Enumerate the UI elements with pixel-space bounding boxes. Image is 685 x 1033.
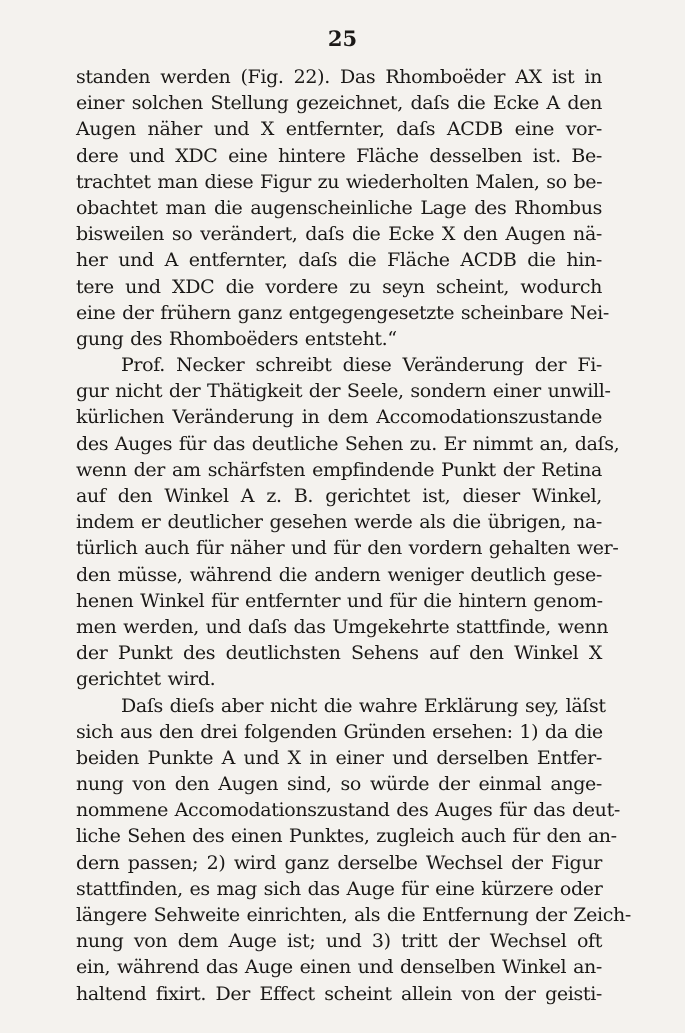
text-line: beiden Punkte A und X in einer und derselben Entfer- [76, 746, 602, 769]
text-line: her und A entfernter, daſs die Fläche ACDB die hin- [76, 249, 602, 272]
text-line: nommene Accomodationszustand des Auges für das deut- [76, 799, 620, 822]
text-line: einer solchen Stellung gezeichnet, daſs die Ecke A den [76, 92, 602, 115]
text-line: trachtet man diese Figur zu wiederholten Malen, so be- [76, 170, 603, 193]
text-line: standen werden (Fig. 22). Das Rhomboëder AX ist in [76, 66, 602, 88]
text-line: Daſs dieſs aber nicht die wahre Erklärung sey, läſst [121, 694, 606, 717]
text-line: Augen näher und X entfernter, daſs ACDB eine vor- [76, 118, 602, 141]
text-line: nung von dem Auge ist; und 3) tritt der Wechsel oft [76, 930, 602, 953]
text-line: eine der frühern ganz entgegengesetzte scheinbare Nei- [76, 301, 609, 324]
text-line: henen Winkel für entfernter und für die hintern genom- [76, 589, 603, 612]
text-line: bisweilen so verändert, daſs die Ecke X den Augen nä- [76, 223, 602, 246]
text-line: den müsse, während die andern weniger deutlich gese- [76, 563, 602, 586]
text-line: auf den Winkel A z. B. gerichtet ist, dieser Winkel, [76, 485, 602, 507]
body-text [76, 64, 631, 1007]
text-line: sich aus den drei folgenden Gründen ersehen: 1) da die [76, 720, 603, 743]
text-line: türlich auch für näher und für den vordern gehalten wer- [76, 537, 619, 560]
text-line: gur nicht der Thätigkeit der Seele, sondern einer unwill- [76, 380, 611, 403]
text-line: haltend fixirt. Der Effect scheint allein von der geisti- [76, 982, 602, 1005]
text-line: kürlichen Veränderung in dem Accomodationszustande [76, 406, 602, 429]
text-line: gung des Rhomboëders entsteht.“ [76, 327, 397, 350]
text-line: längere Sehweite einrichten, als die Entfernung der Zeich- [76, 904, 631, 926]
text-line: gerichtet wird. [76, 668, 216, 691]
text-line: nung von den Augen sind, so würde der einmal ange- [76, 773, 602, 796]
text-line: dere und XDC eine hintere Fläche desselben ist. Be- [76, 144, 602, 167]
page-number: 25 [327, 26, 358, 51]
text-line: dern passen; 2) wird ganz derselbe Wechsel der Figur [76, 851, 602, 874]
text-line: der Punkt des deutlichsten Sehens auf den Winkel X [76, 642, 602, 665]
text-line: des Auges für das deutliche Sehen zu. Er nimmt an, daſs, [76, 432, 620, 455]
text-line: liche Sehen des einen Punktes, zugleich auch für den an- [76, 825, 617, 848]
text-line: indem er deutlicher gesehen werde als die übrigen, na- [76, 511, 602, 534]
text-line: obachtet man die augenscheinliche Lage des Rhombus [76, 196, 602, 219]
text-line: men werden, und daſs das Umgekehrte stattfinde, wenn [76, 615, 609, 638]
text-line: ein, während das Auge einen und denselben Winkel an- [76, 956, 602, 979]
text-line: Prof. Necker schreibt diese Veränderung der Fi- [121, 354, 602, 377]
text-line: tere und XDC die vordere zu seyn scheint, wodurch [76, 275, 602, 298]
text-line: wenn der am schärfsten empfindende Punkt der Retina [76, 458, 602, 481]
text-line: stattfinden, es mag sich das Auge für eine kürzere oder [76, 877, 603, 900]
